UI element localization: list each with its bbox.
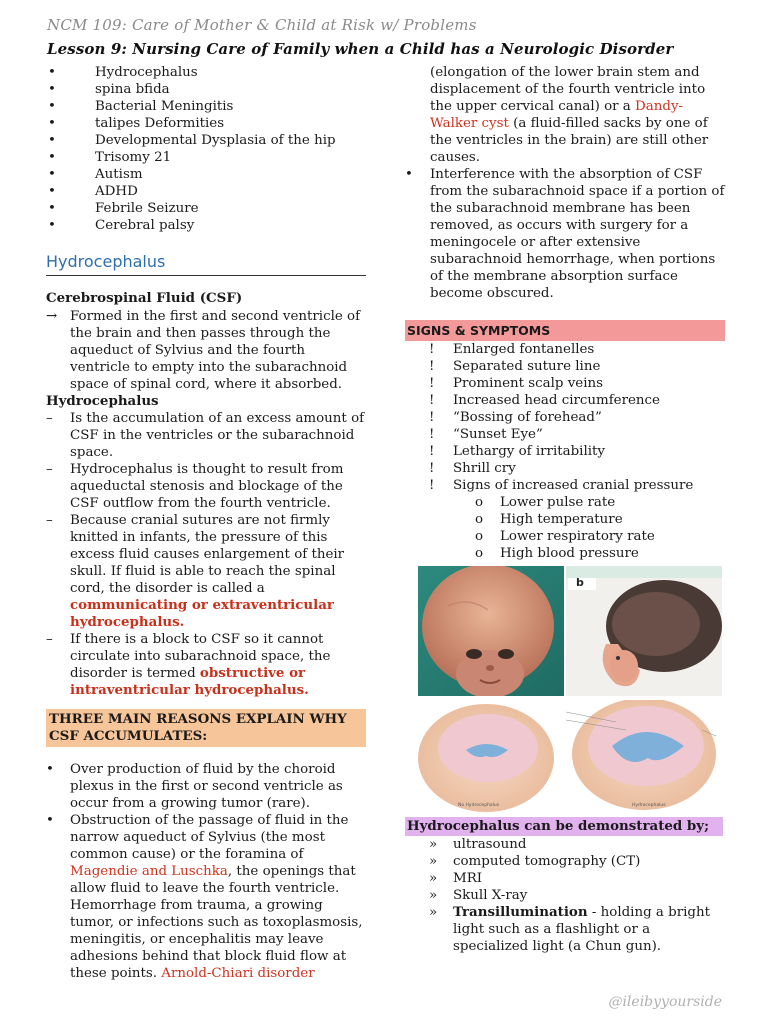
list-item: » ultrasound xyxy=(429,837,527,852)
signs-list xyxy=(405,341,725,562)
reasons-list xyxy=(46,761,366,982)
list-item: • spina bfida xyxy=(48,82,170,97)
infant-photo-a xyxy=(418,566,564,696)
list-item: » computed tomography (CT) xyxy=(429,854,641,869)
list-item: ! “Sunset Eye” xyxy=(429,427,543,442)
list-item: o High temperature xyxy=(475,512,623,527)
list-item: o High blood pressure xyxy=(475,546,639,561)
signs-heading: SIGNS & SYMPTOMS xyxy=(405,320,725,341)
list-item: o Lower pulse rate xyxy=(475,495,616,510)
right-column xyxy=(405,64,725,562)
list-item: o Lower respiratory rate xyxy=(475,529,655,544)
infant-photo-b xyxy=(566,566,722,696)
list-item: ! Prominent scalp veins xyxy=(429,376,603,391)
obstructive-term: obstructive or intraventricular hydrocephalus. xyxy=(70,665,309,698)
list-item: • Febrile Seizure xyxy=(48,201,199,216)
list-item: • Bacterial Meningitis xyxy=(48,99,234,114)
left-column xyxy=(46,64,366,982)
list-item: ! Increased head circumference xyxy=(429,393,660,408)
list-item: • Autism xyxy=(48,167,143,182)
brain-diagram xyxy=(416,700,722,814)
caption-left: No Hydrocephalus xyxy=(458,803,500,808)
list-item: • Cerebral palsy xyxy=(48,218,195,233)
demonstration-section xyxy=(405,817,723,955)
list-item: • Obstruction of the passage of fluid in the narrow aqueduct of Sylvius (the most common cause) or the foramina of Magendie and Luschka, the openings that allow fluid to leave the fourth ventricle. Hemorrhage from trauma, a growing tumor, or infections such as toxoplasmosis, meningitis, or encephalitis may leave adhesions behind that block fluid flow at these points. Arnold-Chiari disorder xyxy=(46,813,363,981)
list-item: ! “Bossing of forehead” xyxy=(429,410,602,425)
definition-heading: Hydrocephalus xyxy=(46,393,159,409)
list-item: ! Enlarged fontanelles xyxy=(429,342,595,357)
list-item: • Over production of fluid by the choroid plexus in the first or second ventricle as occur from a growing tumor (rare). xyxy=(46,762,343,811)
caption-right: Hydrocephalus xyxy=(632,803,666,808)
reasons-heading: THREE MAIN REASONS EXPLAIN WHY CSF ACCUMULATES: xyxy=(46,709,366,747)
definition-item: – Hydrocephalus is thought to result from aqueductal stenosis and blockage of the CSF outflow from the fourth ventricle. xyxy=(46,462,344,511)
list-item: • Trisomy 21 xyxy=(48,150,172,165)
lesson-title: Lesson 9: Nursing Care of Family when a Child has a Neurologic Disorder xyxy=(47,40,674,58)
arrow-icon: → xyxy=(46,309,58,324)
list-item: • talipes Deformities xyxy=(48,116,225,131)
list-item: • ADHD xyxy=(48,184,138,199)
course-title: NCM 109: Care of Mother & Child at Risk w/ Problems xyxy=(47,16,477,34)
list-item: » Transillumination - holding a bright light such as a flashlight or a specialized light (a Chun gun). xyxy=(429,904,710,954)
list-item: • Hydrocephalus xyxy=(48,65,198,80)
csf-heading: Cerebrospinal Fluid (CSF) xyxy=(46,290,243,306)
definition-item: – If there is a block to CSF so it cannot circulate into subarachnoid space, the disorder is termed obstructive or intraventricular hydrocephalus. xyxy=(46,632,331,698)
watermark: @ileibyyourside xyxy=(608,994,722,1010)
reason-continuation: (elongation of the lower brain stem and displacement of the fourth ventricle into the upper cervical canal) or a Dandy-Walker cyst (a fluid-filled sacks by one of the ventricles in the brain) are still other causes. xyxy=(430,65,709,165)
definition-item: – Is the accumulation of an excess amount of CSF in the ventricles or the subarachnoid space. xyxy=(46,411,365,460)
list-item: ! Lethargy of irritability xyxy=(429,444,605,459)
list-item: » MRI xyxy=(429,871,483,886)
disorder-list xyxy=(48,64,366,234)
panel-b-label: b xyxy=(576,576,584,589)
list-item: » Skull X-ray xyxy=(429,888,528,903)
list-item: ! Signs of increased cranial pressure xyxy=(429,478,694,493)
definition-item: – Because cranial sutures are not firmly knitted in infants, the pressure of this excess fluid causes enlargement of their skull. If fluid is able to reach the spinal cord, the disorder is called a communicating or extraventricular hydrocephalus. xyxy=(46,513,345,630)
section-title-hydrocephalus: Hydrocephalus xyxy=(46,252,366,276)
csf-description: → Formed in the first and second ventricle of the brain and then passes through the aqueduct of Sylvius and the fourth ventricle to empty into the subarachnoid space of spinal cord, where it absorbed. xyxy=(46,309,361,392)
list-item: • Developmental Dysplasia of the hip xyxy=(48,133,336,148)
list-item: ! Shrill cry xyxy=(429,461,516,476)
demo-heading: Hydrocephalus can be demonstrated by; xyxy=(405,817,723,836)
list-item: • Interference with the absorption of CSF from the subarachnoid space if a portion of the subarachnoid membrane has been removed, as occurs with surgery for a meningocele or after extensive subarachnoid hemorrhage, when portions of the membrane absorption surface become obscured. xyxy=(405,167,725,301)
communicating-term: communicating or extraventricular hydrocephalus. xyxy=(70,597,334,630)
list-item: ! Separated suture line xyxy=(429,359,601,374)
